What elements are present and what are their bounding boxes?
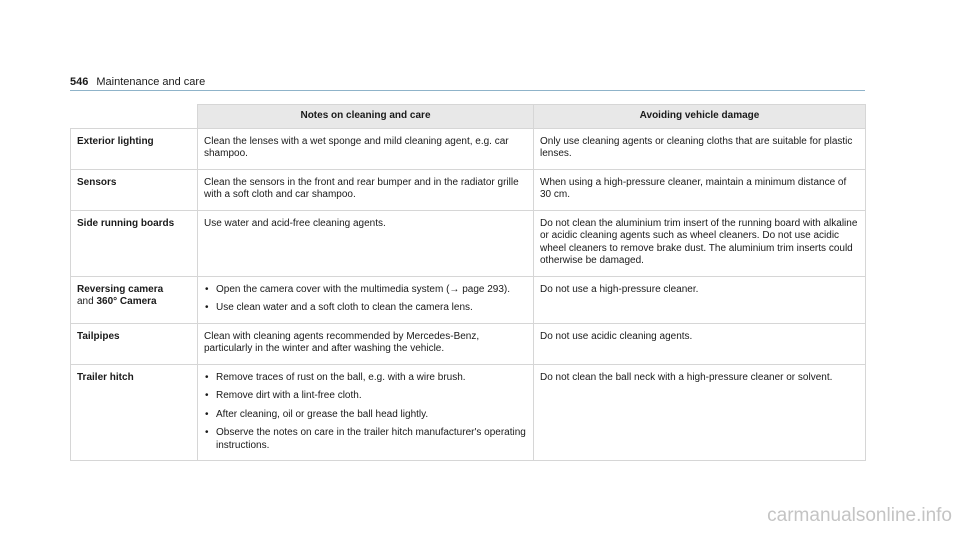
table-row <box>71 169 866 210</box>
part-360-camera: 360° Camera <box>96 296 157 307</box>
row-avoid: Do not clean the aluminium trim insert of the running board with alkaline or acidic cleaning agents such as wheel cleaners. Do not use acidic wheel cleaners to remove brake dust. The aluminium trim inserts could otherwise be damaged. <box>534 210 866 276</box>
list-item: • Remove dirt with a lint-free cloth. <box>204 390 527 403</box>
part-and: and <box>77 296 94 307</box>
row-avoid: Do not use acidic cleaning agents. <box>534 323 866 364</box>
row-notes <box>198 276 534 323</box>
list-item: • After cleaning, oil or grease the ball head lightly. <box>204 409 527 422</box>
table-row <box>71 323 866 364</box>
bullet-list <box>204 284 527 315</box>
bullet-list <box>204 372 527 453</box>
care-table <box>70 104 866 461</box>
list-item: • Open the camera cover with the multimedia system (→ page 293). <box>204 284 527 297</box>
table-row <box>71 210 866 276</box>
page-header <box>70 70 865 91</box>
table-row <box>71 276 866 323</box>
section-title: Maintenance and care <box>96 76 206 88</box>
row-avoid: Do not use a high-pressure cleaner. <box>534 276 866 323</box>
row-notes: Clean with cleaning agents recommended by Mercedes-Benz, particularly in the winter and after washing the vehicle. <box>198 323 534 364</box>
row-avoid: Do not clean the ball neck with a high-pressure cleaner or solvent. <box>534 364 866 461</box>
header-corner <box>71 105 198 129</box>
row-part: Sensors <box>71 169 198 210</box>
list-item: • Observe the notes on care in the trailer hitch manufacturer's operating instructions. <box>204 427 527 452</box>
list-item: • Remove traces of rust on the ball, e.g. with a wire brush. <box>204 372 527 385</box>
row-part: Exterior lighting <box>71 128 198 169</box>
row-notes: Clean the lenses with a wet sponge and mild cleaning agent, e.g. car shampoo. <box>198 128 534 169</box>
row-part: Trailer hitch <box>71 364 198 461</box>
list-item: • Use clean water and a soft cloth to clean the camera lens. <box>204 302 527 315</box>
table-header-row <box>71 105 866 129</box>
page-number: 546 <box>70 76 89 88</box>
row-notes: Clean the sensors in the front and rear bumper and in the radiator grille with a soft cloth and car shampoo. <box>198 169 534 210</box>
row-avoid: When using a high-pressure cleaner, maintain a minimum distance of 30 cm. <box>534 169 866 210</box>
table-row <box>71 364 866 461</box>
row-part <box>71 276 198 323</box>
row-avoid: Only use cleaning agents or cleaning cloths that are suitable for plastic lenses. <box>534 128 866 169</box>
header-avoid: Avoiding vehicle damage <box>534 105 866 129</box>
table-row <box>71 128 866 169</box>
part-reversing-camera: Reversing camera <box>77 283 164 295</box>
header-notes: Notes on cleaning and care <box>198 105 534 129</box>
watermark: carmanualsonline.info <box>767 505 952 526</box>
row-part: Side running boards <box>71 210 198 276</box>
row-part: Tailpipes <box>71 323 198 364</box>
row-notes <box>198 364 534 461</box>
row-notes: Use water and acid-free cleaning agents. <box>198 210 534 276</box>
